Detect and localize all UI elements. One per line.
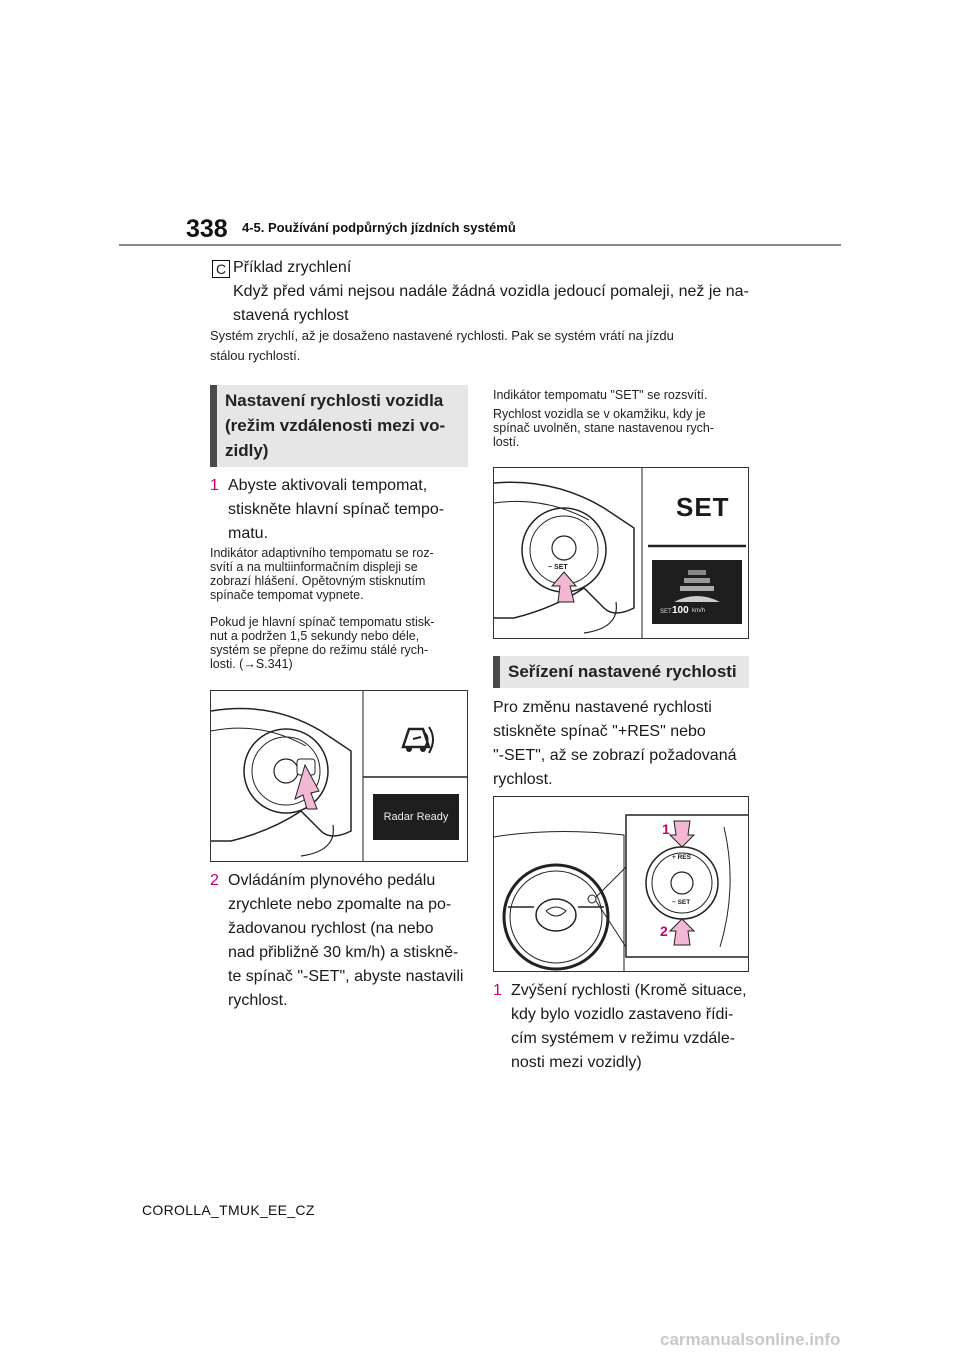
- header-divider: [119, 244, 841, 246]
- section-title: 4-5. Používání podpůrných jízdních systémů: [242, 220, 516, 235]
- note-line: zobrazí hlášení. Opětovným stisknutím: [210, 574, 426, 588]
- example-desc-line-2: stálou rychlostí.: [210, 348, 301, 363]
- note-line: spínač uvolněn, stane nastavenou rych-: [493, 421, 714, 435]
- step-line: nosti mezi vozidly): [511, 1054, 642, 1071]
- left-note-2: [210, 615, 472, 671]
- dashboard-illustration: [494, 797, 749, 972]
- heading-set-speed: [210, 385, 468, 467]
- set-button-label: − SET: [548, 564, 568, 571]
- step-number: 1: [210, 477, 219, 494]
- speed-value: 100: [672, 605, 689, 616]
- heading-line-1: Nastavení rychlosti vozidla: [225, 391, 444, 410]
- left-note-1: [210, 546, 472, 602]
- step-line: kdy bylo vozidlo zastaveno řídi-: [511, 1006, 734, 1023]
- right-note-1: Indikátor tempomatu "SET" se rozsvítí.: [493, 388, 708, 402]
- document-code: COROLLA_TMUK_EE_CZ: [142, 1202, 315, 1218]
- example-desc-line-1: Systém zrychlí, až je dosaženo nastavené rychlosti. Pak se systém vrátí na jízdu: [210, 328, 674, 343]
- speed-set-label: SET: [660, 609, 672, 615]
- set-button-label: − SET: [672, 899, 691, 906]
- note-line: systém se přepne do režimu stálé rych-: [210, 643, 429, 657]
- set-indicator-large: SET: [676, 492, 730, 522]
- figure-main-switch: [210, 690, 468, 862]
- speed-display: [652, 560, 742, 624]
- step-line: nad přibližně 30 km/h) a stiskně-: [228, 944, 459, 961]
- step-line: zrychlete nebo zpomalte na po-: [228, 896, 452, 913]
- heading-line-3: zidly): [225, 441, 269, 460]
- step-line: te spínač "-SET", abyste nastavili: [228, 968, 464, 985]
- example-line-2: stavená rychlost: [233, 307, 349, 324]
- note-line: nut a podržen 1,5 sekundy nebo déle,: [210, 629, 420, 643]
- right-paragraph: [493, 696, 755, 792]
- step-line: Abyste aktivovali tempomat,: [228, 477, 428, 494]
- example-letter-box: C: [212, 260, 230, 278]
- callout-1: 1: [662, 821, 670, 837]
- note-line: svítí a na multiinformačním displeji se: [210, 560, 418, 574]
- radar-ready-display: Radar Ready: [373, 794, 459, 840]
- example-block: [233, 256, 793, 328]
- res-button-label: + RES: [672, 854, 691, 861]
- note-line: Indikátor adaptivního tempomatu se roz-: [210, 546, 434, 560]
- adaptive-cruise-indicator-icon: [399, 719, 439, 759]
- note-line: lostí.: [493, 435, 520, 449]
- left-step-1: [210, 474, 472, 546]
- step-line: cím systémem v režimu vzdále-: [511, 1030, 736, 1047]
- speed-unit: km/h: [692, 608, 706, 614]
- figure-res-set-switch: [493, 796, 749, 972]
- note-line: spínače tempomat vypnete.: [210, 588, 364, 602]
- callout-2: 2: [660, 923, 668, 939]
- page-number: 338: [186, 215, 228, 243]
- watermark: carmanualsonline.info: [660, 1330, 841, 1349]
- step-number: 1: [493, 982, 502, 999]
- example-title: Příklad zrychlení: [233, 259, 352, 276]
- note-line: losti. (→S.341): [210, 657, 293, 671]
- para-line: "-SET", až se zobrazí požadovaná: [493, 747, 737, 764]
- step-line: Zvýšení rychlosti (Kromě situace,: [511, 982, 747, 999]
- step-line: matu.: [228, 525, 269, 542]
- example-description: [210, 327, 770, 364]
- step-line: Ovládáním plynového pedálu: [228, 872, 436, 889]
- note-line: Pokud je hlavní spínač tempomatu stisk-: [210, 615, 435, 629]
- step-line: stiskněte hlavní spínač tempo-: [228, 501, 445, 518]
- right-step-1: [493, 979, 755, 1075]
- step-number: 2: [210, 872, 219, 889]
- heading-line-2: (režim vzdálenosti mezi vo-: [225, 416, 446, 435]
- heading-adjust-speed: Seřízení nastavené rychlosti: [493, 656, 749, 688]
- example-line-1: Když před vámi nejsou nadále žádná vozidla jedoucí pomaleji, než je na-: [233, 283, 749, 300]
- left-step-2: [210, 869, 472, 1013]
- para-line: Pro změnu nastavené rychlosti: [493, 699, 712, 716]
- step-line: žadovanou rychlost (na nebo: [228, 920, 434, 937]
- note-line: Rychlost vozidla se v okamžiku, kdy je: [493, 407, 706, 421]
- right-note-2: [493, 407, 755, 449]
- para-line: stiskněte spínač "+RES" nebo: [493, 723, 706, 740]
- para-line: rychlost.: [493, 771, 553, 788]
- figure-set-switch: [493, 467, 749, 639]
- step-line: rychlost.: [228, 992, 288, 1009]
